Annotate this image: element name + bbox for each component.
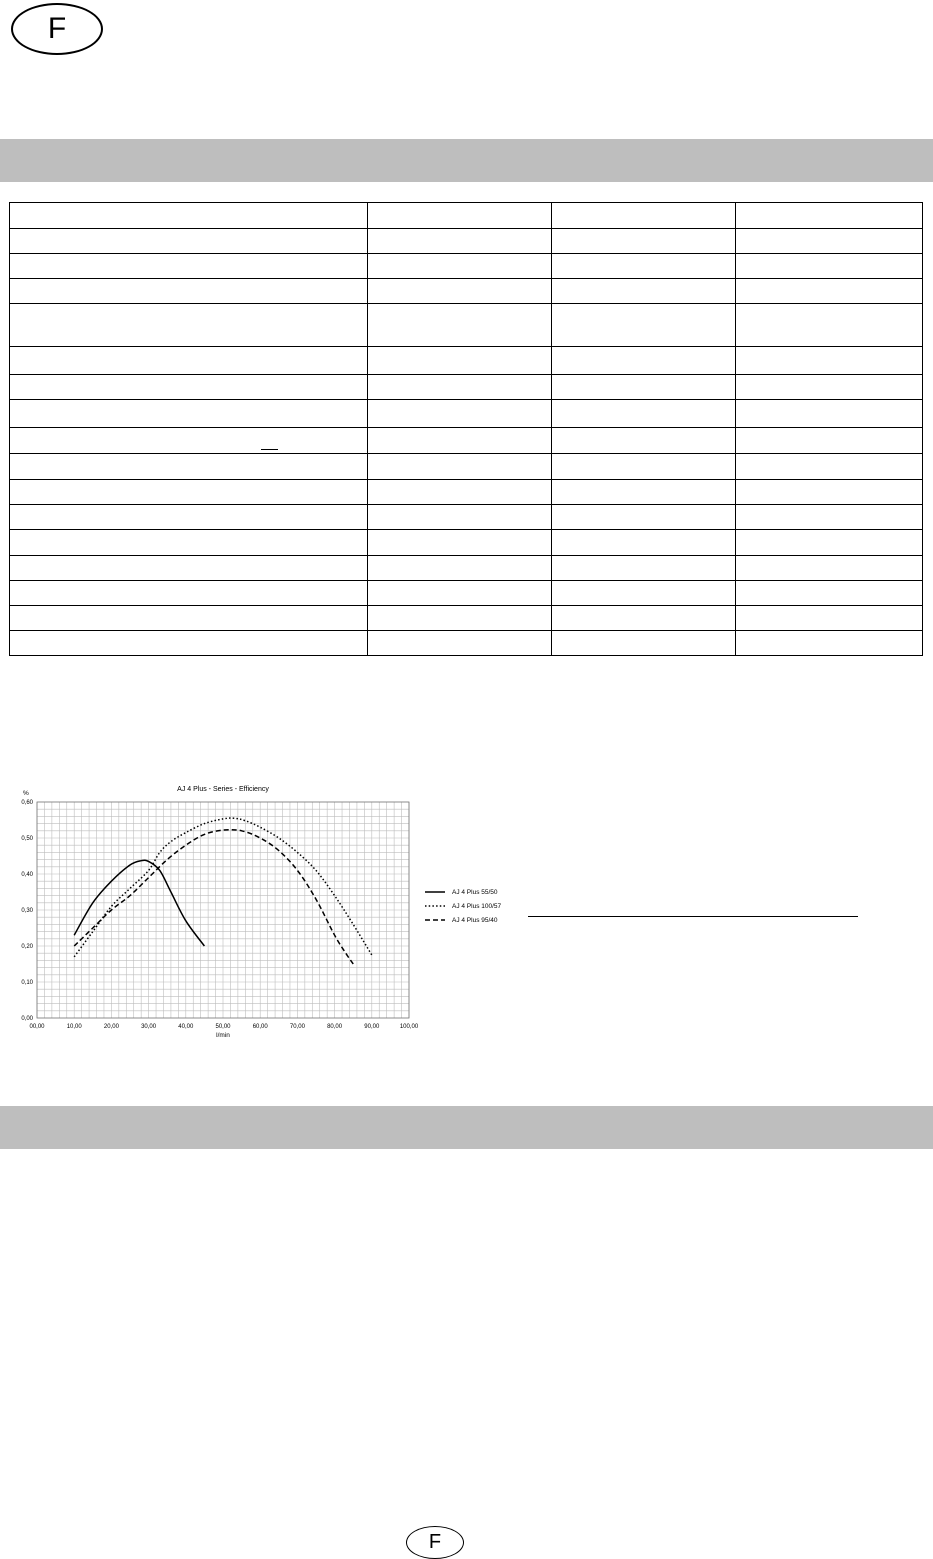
spec-table-cell xyxy=(552,454,736,480)
x-tick-label: 00,00 xyxy=(29,1024,45,1030)
chart-grid xyxy=(37,802,409,1018)
spec-table-cell xyxy=(552,530,736,556)
chart-y-axis-label: % xyxy=(23,790,29,797)
spec-table-row xyxy=(10,279,923,304)
y-tick-label: 0,60 xyxy=(21,800,33,806)
spec-table-row xyxy=(10,428,923,454)
spec-table-cell xyxy=(736,556,923,581)
chart-x-axis-label: l/min xyxy=(216,1032,230,1039)
spec-table-cell xyxy=(10,203,368,229)
spec-table-row xyxy=(10,347,923,375)
x-tick-label: 30,00 xyxy=(141,1024,157,1030)
spec-table-cell xyxy=(552,505,736,530)
x-tick-label: 80,00 xyxy=(327,1024,343,1030)
spec-table-cell xyxy=(736,581,923,606)
spec-table-row xyxy=(10,581,923,606)
spec-table-row xyxy=(10,203,923,229)
language-badge-label: F xyxy=(47,12,67,45)
spec-table-cell xyxy=(552,556,736,581)
spec-table-cell xyxy=(10,347,368,375)
chart-tick-labels xyxy=(21,800,419,1030)
x-tick-label: 60,00 xyxy=(252,1024,268,1030)
spec-table-cell xyxy=(736,454,923,480)
spec-table-cell xyxy=(368,556,552,581)
spec-table-cell xyxy=(10,279,368,304)
language-badge-top xyxy=(11,3,103,55)
x-tick-label: 70,00 xyxy=(289,1024,305,1030)
spec-table-cell xyxy=(10,556,368,581)
spec-table-cell xyxy=(10,530,368,556)
spec-table-cell xyxy=(368,505,552,530)
spec-table-cell xyxy=(10,606,368,631)
spec-table-cell xyxy=(368,480,552,505)
spec-table-cell xyxy=(736,203,923,229)
spec-table xyxy=(9,202,923,656)
legend-label: AJ 4 Plus 55/50 xyxy=(452,889,498,896)
spec-table-cell xyxy=(552,581,736,606)
spec-table-row xyxy=(10,229,923,254)
spec-table-cell xyxy=(552,279,736,304)
spec-table-cell xyxy=(368,375,552,400)
spec-table-cell xyxy=(552,347,736,375)
y-tick-label: 0,20 xyxy=(21,944,33,950)
spec-table-cell xyxy=(10,254,368,279)
series-line-3 xyxy=(74,830,353,964)
chart-title: AJ 4 Plus - Series - Efficiency xyxy=(177,786,269,793)
section-header-bar-technical-data xyxy=(0,139,933,182)
spec-table-cell xyxy=(552,203,736,229)
spec-table-cell xyxy=(10,480,368,505)
signature-line xyxy=(528,916,858,917)
spec-table-cell xyxy=(368,428,552,454)
spec-table-cell xyxy=(10,505,368,530)
spec-table-row xyxy=(10,254,923,279)
spec-table-cell xyxy=(736,631,923,656)
spec-table-cell xyxy=(736,229,923,254)
spec-table-cell xyxy=(368,606,552,631)
spec-table-cell xyxy=(552,428,736,454)
y-tick-label: 0,00 xyxy=(21,1016,33,1022)
spec-table-row xyxy=(10,375,923,400)
spec-table-cell xyxy=(736,505,923,530)
spec-table-cell xyxy=(552,304,736,347)
spec-table-cell xyxy=(736,375,923,400)
spec-table-cell xyxy=(10,304,368,347)
spec-table-cell xyxy=(552,480,736,505)
x-tick-label: 100,00 xyxy=(399,1024,419,1030)
x-tick-label: 90,00 xyxy=(364,1024,380,1030)
chart-legend xyxy=(425,889,502,924)
spec-table-cell xyxy=(736,347,923,375)
spec-table-cell xyxy=(368,229,552,254)
y-tick-label: 0,30 xyxy=(21,908,33,914)
spec-table-row xyxy=(10,400,923,428)
spec-table-cell xyxy=(10,454,368,480)
spec-table-row xyxy=(10,505,923,530)
spec-table-cell xyxy=(736,606,923,631)
spec-table-cell xyxy=(10,229,368,254)
spec-table-cell xyxy=(368,631,552,656)
spec-table-cell xyxy=(368,279,552,304)
spec-table-cell xyxy=(368,254,552,279)
spec-table-row xyxy=(10,556,923,581)
spec-table-cell xyxy=(736,400,923,428)
spec-table-cell xyxy=(368,400,552,428)
spec-table-cell xyxy=(10,428,368,454)
spec-table-cell xyxy=(10,400,368,428)
spec-table-cell xyxy=(736,254,923,279)
legend-label: AJ 4 Plus 95/40 xyxy=(452,917,498,924)
spec-table-cell xyxy=(368,581,552,606)
spec-table-cell xyxy=(368,304,552,347)
y-tick-label: 0,50 xyxy=(21,836,33,842)
spec-table-cell xyxy=(368,203,552,229)
spec-table-cell xyxy=(10,581,368,606)
spec-table-cell xyxy=(552,400,736,428)
spec-table-cell xyxy=(736,480,923,505)
language-badge-label: F xyxy=(428,1531,442,1553)
spec-table-cell xyxy=(736,428,923,454)
spec-table-cell xyxy=(368,347,552,375)
underline-mark xyxy=(261,449,278,450)
language-badge-bottom xyxy=(406,1526,464,1559)
section-header-bar-second xyxy=(0,1106,933,1149)
spec-table-cell xyxy=(552,229,736,254)
spec-table-cell xyxy=(368,454,552,480)
x-tick-label: 10,00 xyxy=(66,1024,82,1030)
spec-table-row xyxy=(10,530,923,556)
x-tick-label: 50,00 xyxy=(215,1024,231,1030)
y-tick-label: 0,40 xyxy=(21,872,33,878)
spec-table-cell xyxy=(552,375,736,400)
spec-table-cell xyxy=(736,304,923,347)
spec-table-cell xyxy=(736,530,923,556)
spec-table-cell xyxy=(368,530,552,556)
x-tick-label: 40,00 xyxy=(178,1024,194,1030)
spec-table-cell xyxy=(736,279,923,304)
spec-table-row xyxy=(10,480,923,505)
spec-table-row xyxy=(10,304,923,347)
spec-table-row xyxy=(10,631,923,656)
spec-table-row xyxy=(10,454,923,480)
spec-table-cell xyxy=(10,631,368,656)
spec-table-cell xyxy=(552,606,736,631)
y-tick-label: 0,10 xyxy=(21,980,33,986)
spec-table-cell xyxy=(552,254,736,279)
spec-table-cell xyxy=(552,631,736,656)
x-tick-label: 20,00 xyxy=(103,1024,119,1030)
efficiency-chart xyxy=(0,780,933,1070)
spec-table-row xyxy=(10,606,923,631)
spec-table-cell xyxy=(10,375,368,400)
legend-label: AJ 4 Plus 100/57 xyxy=(452,903,502,910)
